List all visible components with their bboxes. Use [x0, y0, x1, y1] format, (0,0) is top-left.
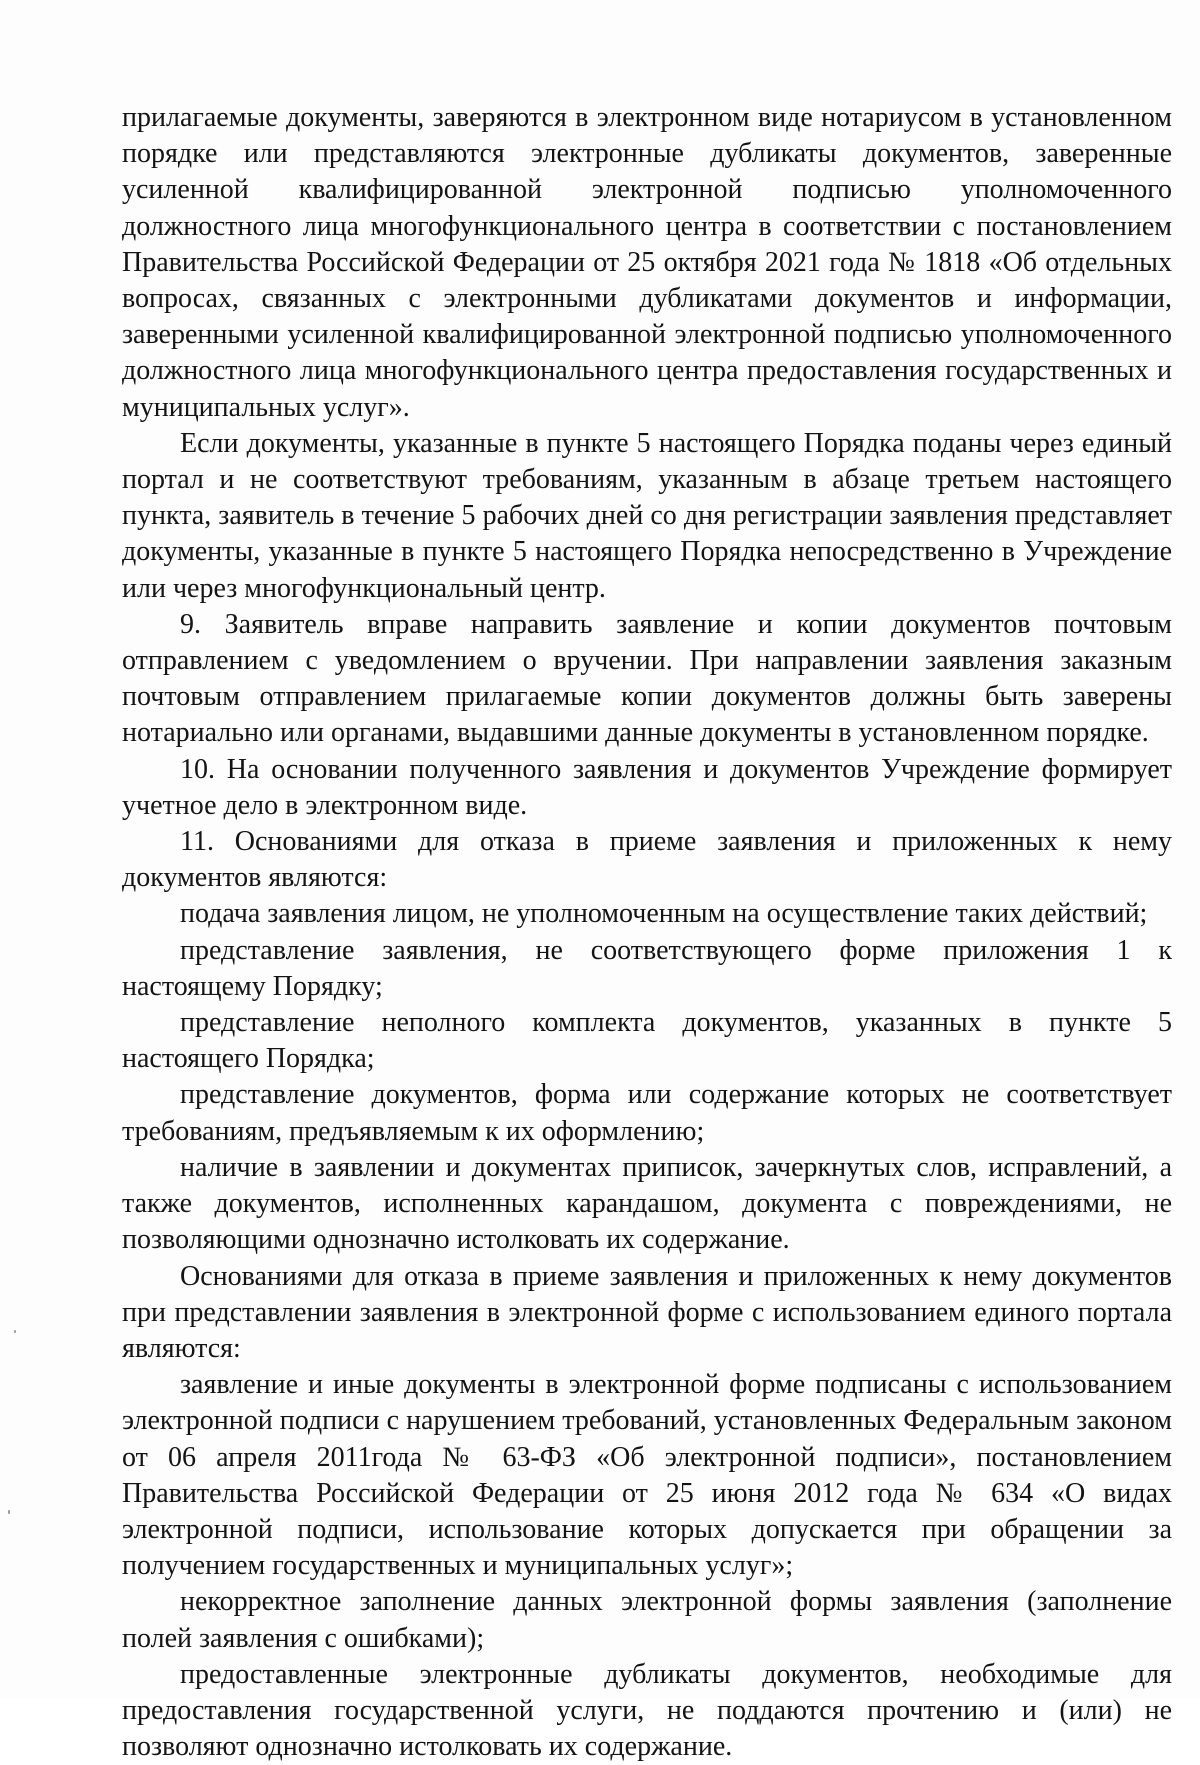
paragraph-item-11: 11. Основаниями для отказа в приеме заявления и приложенных к нему документов являются: — [122, 826, 1172, 894]
refusal-ground-form-errors: некорректное заполнение данных электронной формы заявления (заполнение полей заявления с ошибками); — [122, 1586, 1172, 1654]
scan-speck — [8, 1510, 10, 1514]
refusal-ground-unauthorized: подача заявления лицом, не уполномоченным на осуществление таких действий; — [180, 898, 1148, 930]
refusal-ground-signature: заявление и иные документы в электронной форме подписаны с использованием электронной подписи с нарушением требований, установленных Федеральным законом от 06 апреля 2011года № 63-ФЗ «Об электронной подписи», постановлением Правительства Российской Федерации от 25 июня 2012 года № 634 «О видах электронной подписи, использование которых допускается при обращении за получением государственных и муниципальных услуг»; — [122, 1369, 1172, 1582]
scan-speck — [14, 1330, 16, 1333]
refusal-ground-unreadable-duplicates: предоставленные электронные дубликаты документов, необходимые для предоставления государственной услуги, не поддаются прочтению и (или) не позволяют однозначно истолковать их содержание. — [122, 1658, 1172, 1763]
paragraph-portal-documents: Если документы, указанные в пункте 5 настоящего Порядка поданы через единый портал и не соответствуют требованиям, указанным в абзаце третьем настоящего пункта, заявитель в течение 5 рабочих дней со дня регистрации заявления представляет документы, указанные в пункте 5 настоящего Порядка непосредственно в Учреждение или через многофункциональный центр. — [122, 427, 1172, 604]
paragraph-item-10: 10. На основании полученного заявления и документов Учреждение формирует учетное дело в электронном виде. — [122, 753, 1172, 821]
paragraph-item-9: 9. Заявитель вправе направить заявление и копии документов почтовым отправлением с уведомлением о вручении. При направлении заявления заказным почтовым отправлением прилагаемые копии документов должны быть заверены нотариально или органами, выдавшими данные документы в установленном порядке. — [122, 608, 1172, 749]
refusal-ground-incomplete-set: представление неполного комплекта документов, указанных в пункте 5 настоящего Порядка; — [122, 1007, 1172, 1075]
paragraph-electronic-refusal-intro: Основаниями для отказа в приеме заявления и приложенных к нему документов при представлении заявления в электронной форме с использованием единого портала являются: — [122, 1260, 1172, 1364]
refusal-ground-invalid-content: представление документов, форма или содержание которых не соответствует требованиям, предъявляемым к их оформлению; — [122, 1079, 1172, 1147]
refusal-ground-form-mismatch: представление заявления, не соответствующего форме приложения 1 к настоящему Порядку; — [122, 934, 1172, 1002]
document-body — [122, 100, 1172, 1765]
paragraph-continuation: прилагаемые документы, заверяются в электронном виде нотариусом в установленном порядке или представляются электронные дубликаты документов, заверенные усиленной квалифицированной электронной подписью уполномоченного должностного лица многофункционального центра в соответствии с постановлением Правительства Российской Федерации от 25 октября 2021 года № 1818 «Об отдельных вопросах, связанных с электронными дубликатами документов и информации, заверенными усиленной квалифицированной электронной подписью уполномоченного должностного лица многофункционального центра предоставления государственных и муниципальных услуг». — [122, 102, 1172, 423]
refusal-ground-corrections: наличие в заявлении и документах приписок, зачеркнутых слов, исправлений, а также документов, исполненных карандашом, документа с повреждениями, не позволяющими однозначно истолковать их содержание. — [122, 1151, 1172, 1256]
